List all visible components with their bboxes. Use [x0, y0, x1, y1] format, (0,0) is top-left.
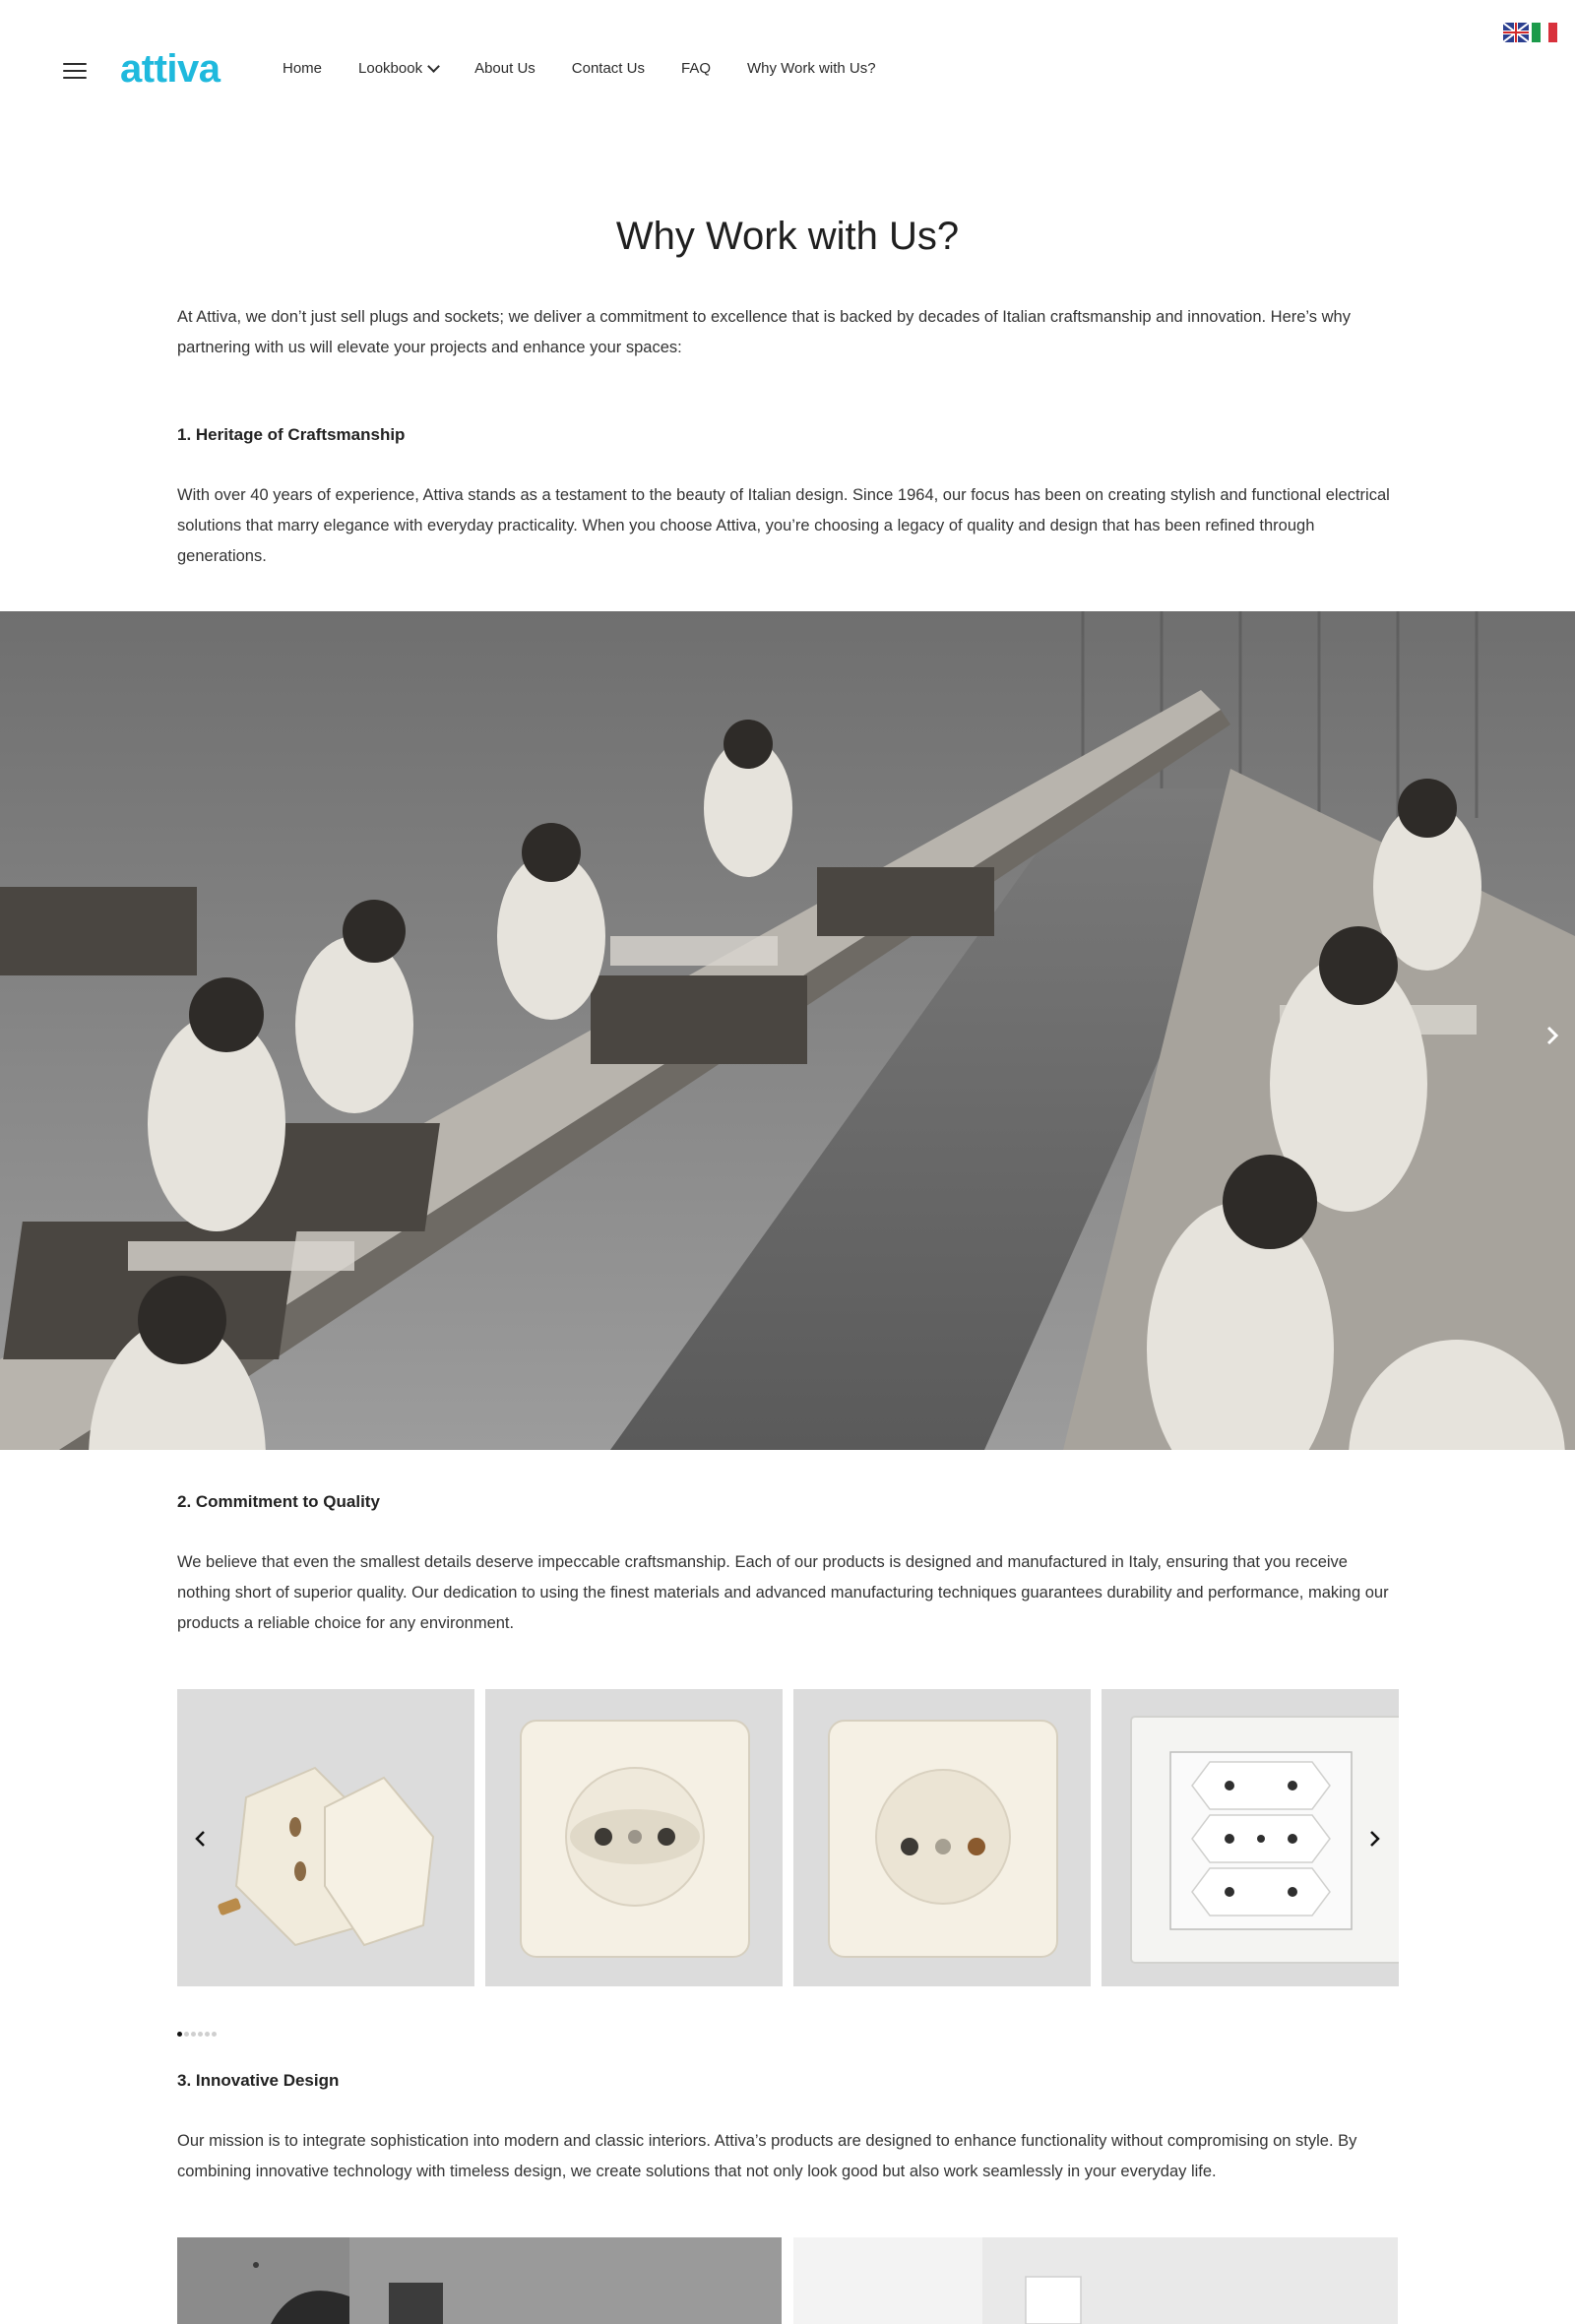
page-title: Why Work with Us? [615, 215, 960, 258]
menu-icon[interactable] [63, 63, 87, 81]
section-heading-design: 3. Innovative Design [177, 2071, 340, 2090]
product-carousel [177, 1689, 1398, 1986]
carousel-dot[interactable] [198, 2032, 203, 2037]
carousel-prev-arrow-icon[interactable] [189, 1827, 213, 1851]
italy-flag-icon[interactable] [1532, 23, 1557, 42]
nav-contact-us[interactable]: Contact Us [571, 60, 645, 77]
section-body-quality: We believe that even the smallest details deserve impeccable craftsmanship. Each of our products is designed and manufactured in Italy, ensuring that you receive nothing short of superior quality. Our dedication to using the finest materials and advanced manufacturing techniques guarantees durability and performance, making our products a reliable choice for any environment. [177, 1553, 1389, 1632]
site-header [0, 0, 1575, 138]
section-heading-heritage: 1. Heritage of Craftsmanship [177, 425, 406, 444]
intro-text: At Attiva, we don’t just sell plugs and sockets; we deliver a commitment to excellence that is backed by decades of Italian craftsmanship and innovation. Here’s why partnering with us will elevate your projects and enhance your spaces: [177, 308, 1351, 356]
nav-home[interactable]: Home [283, 60, 323, 77]
nav-lookbook[interactable] [358, 60, 438, 77]
product-card-adapter[interactable] [177, 1689, 474, 1986]
carousel-dot[interactable] [177, 2032, 182, 2037]
nav-why-work-with-us[interactable]: Why Work with Us? [747, 60, 876, 77]
nav-lookbook-label: Lookbook [358, 60, 423, 77]
carousel-dot[interactable] [191, 2032, 196, 2037]
carousel-dots [177, 2032, 217, 2037]
section-body-heritage: With over 40 years of experience, Attiva stands as a testament to the beauty of Italian design. Since 1964, our focus has been on creating stylish and functional electrical solutions that marry elegance with everyday practicality. When you choose Attiva, you’re choosing a legacy of quality and design that has been refined through generations. [177, 486, 1390, 565]
carousel-dot[interactable] [184, 2032, 189, 2037]
carousel-next-arrow-icon[interactable] [1362, 1827, 1386, 1851]
product-card-socket-triple[interactable] [1102, 1689, 1399, 1986]
main-nav [283, 60, 913, 77]
chevron-down-icon [427, 60, 440, 73]
section-body-design: Our mission is to integrate sophistication into modern and classic interiors. Attiva’s products are designed to enhance functionality without compromising on style. By combining innovative technology with timeless design, we create solutions that not only look good but also work seamlessly in your everyday life. [177, 2132, 1357, 2180]
product-card-socket-round[interactable] [485, 1689, 783, 1986]
interior-photo-lamp [177, 2237, 782, 2324]
language-switcher [1503, 23, 1557, 42]
carousel-dot[interactable] [212, 2032, 217, 2037]
factory-photo [0, 611, 1575, 1450]
section-heading-quality: 2. Commitment to Quality [177, 1492, 380, 1511]
interior-photo-switch [793, 2237, 1398, 2324]
product-card-socket-schuko[interactable] [793, 1689, 1091, 1986]
uk-flag-icon[interactable] [1503, 23, 1529, 42]
nav-about-us[interactable]: About Us [474, 60, 536, 77]
hero-next-arrow-icon[interactable] [1542, 1025, 1563, 1046]
carousel-dot[interactable] [205, 2032, 210, 2037]
site-logo[interactable]: attiva [120, 47, 220, 91]
nav-faq[interactable]: FAQ [680, 60, 711, 77]
